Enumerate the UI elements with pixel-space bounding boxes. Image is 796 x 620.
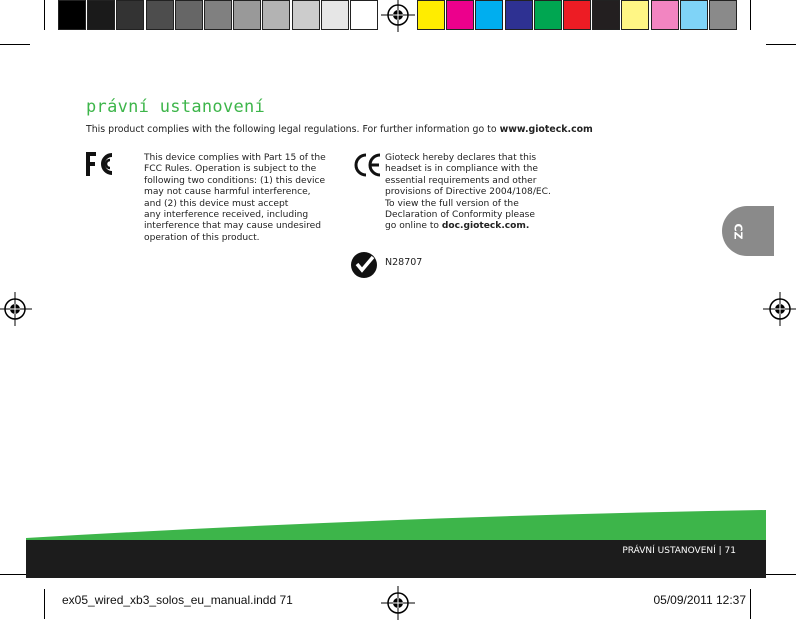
ce-statement-text: Gioteck hereby declares that this headset is in compliance with the essential requirements and other provisions of Directive 2004/108/EC. To view the full version of the Declaration of Conformity please go online to xyxy=(385,153,551,232)
slug-timestamp: 05/09/2011 12:37 xyxy=(653,593,746,607)
color-swatch xyxy=(621,0,649,30)
gray-swatch xyxy=(58,0,86,30)
side-tab xyxy=(722,206,774,256)
crop-mark xyxy=(750,589,751,619)
gray-swatch xyxy=(350,0,378,30)
website-link[interactable]: www.gioteck.com xyxy=(499,124,593,135)
gray-swatch xyxy=(116,0,144,30)
color-swatch xyxy=(505,0,533,30)
color-swatch xyxy=(709,0,737,30)
color-swatch xyxy=(417,0,445,30)
intro-prefix: This product complies with the following legal regulations. For further information go to xyxy=(86,124,500,135)
gray-swatch xyxy=(233,0,261,30)
page-title: právní ustanovení xyxy=(86,97,266,117)
registration-mark-icon xyxy=(381,586,415,620)
gray-swatch xyxy=(175,0,203,30)
crop-mark xyxy=(750,0,751,30)
color-swatch xyxy=(446,0,474,30)
registration-mark-icon xyxy=(763,292,796,326)
ce-logo-text: CE xyxy=(353,152,355,153)
declaration-link[interactable]: doc.gioteck.com. xyxy=(441,221,530,232)
fcc-statement: This device complies with Part 15 of the FCC Rules. Operation is subject to the following two conditions: (1) this device may not cause harmful interference, and (2) this device must accept any interference received, including interference that may cause undesired operation of this product. xyxy=(144,153,326,243)
gray-swatch xyxy=(204,0,232,30)
color-swatch xyxy=(475,0,503,30)
gray-swatch xyxy=(262,0,290,30)
fcc-logo-icon xyxy=(84,150,118,178)
gray-swatch xyxy=(87,0,115,30)
crop-mark xyxy=(44,589,45,619)
ce-statement xyxy=(385,153,585,233)
slug-filename: ex05_wired_xb3_solos_eu_manual.indd 71 xyxy=(62,593,293,607)
crop-mark xyxy=(44,0,45,30)
crop-mark xyxy=(766,44,796,45)
fcc-logo-text: FC xyxy=(84,150,86,151)
ce-mark-icon xyxy=(353,152,383,178)
language-tab-label: CZ xyxy=(731,223,745,240)
gray-swatch xyxy=(321,0,349,30)
c-tick-icon xyxy=(350,251,380,279)
color-swatch xyxy=(534,0,562,30)
intro-text xyxy=(86,124,593,135)
crop-mark xyxy=(0,44,30,45)
color-swatch xyxy=(563,0,591,30)
color-swatch xyxy=(651,0,679,30)
color-swatch xyxy=(592,0,620,30)
registration-mark-icon xyxy=(381,0,415,32)
registration-mark-icon xyxy=(0,292,32,326)
compliance-code: N28707 xyxy=(385,257,423,268)
color-swatch xyxy=(680,0,708,30)
gray-swatch xyxy=(292,0,320,30)
gray-swatch xyxy=(146,0,174,30)
footer-page-label: PRÁVNÍ USTANOVENÍ | 71 xyxy=(622,546,736,556)
